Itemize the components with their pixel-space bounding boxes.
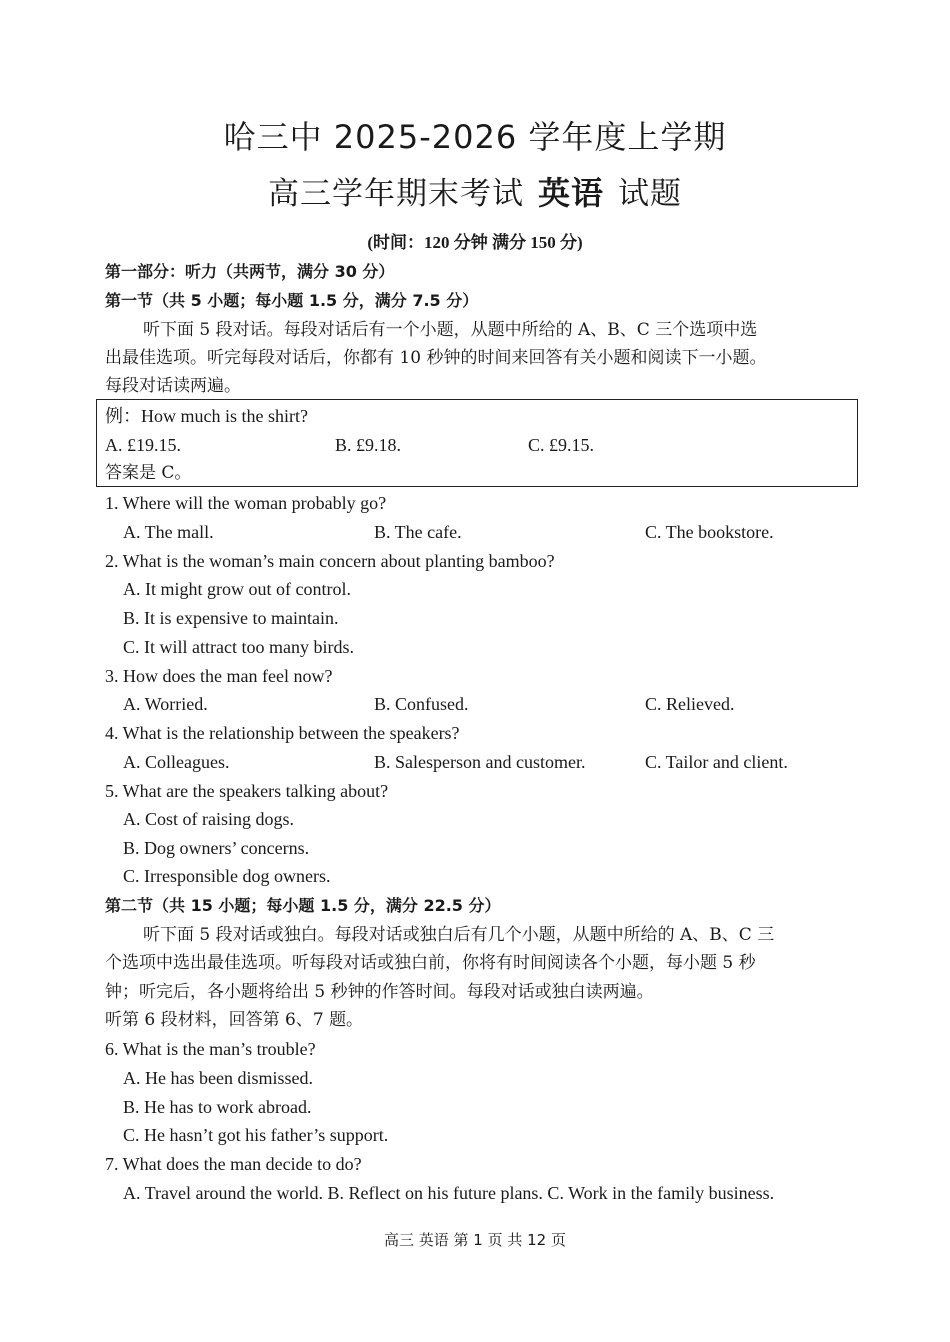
part1-heading: 第一部分：听力（共两节，满分 30 分） — [105, 262, 395, 281]
section2-instr-3: 钟；听完后，各小题将给出 5 秒钟的作答时间。每段对话或独白读两遍。 — [105, 982, 654, 1002]
example-option-a: A. £19.15. — [105, 435, 181, 455]
question-3: 3. How does the man feel now? — [105, 666, 333, 686]
section2-instr-1: 听下面 5 段对话或独白。每段对话或独白后有几个小题，从题中所给的 A、B、C 三 — [143, 925, 775, 945]
section1-heading: 第一节（共 5 小题；每小题 1.5 分，满分 7.5 分） — [105, 291, 479, 310]
section1-instr-1: 听下面 5 段对话。每段对话后有一个小题，从题中所给的 A、B、C 三个选项中选 — [143, 320, 758, 340]
q3-option-a: A. Worried. — [123, 694, 208, 714]
question-4: 4. What is the relationship between the speakers? — [105, 723, 460, 743]
question-7: 7. What does the man decide to do? — [105, 1154, 362, 1174]
q6-option-c: C. He hasn’t got his father’s support. — [123, 1125, 389, 1145]
q2-option-c: C. It will attract too many birds. — [123, 637, 354, 657]
section2-instr-2: 个选项中选出最佳选项。听每段对话或独白前，你将有时间阅读各个小题，每小题 5 秒 — [105, 953, 756, 973]
section1-instr-2: 出最佳选项。听完每段对话后，你都有 10 秒钟的时间来回答有关小题和阅读下一小题。 — [105, 348, 767, 368]
example-option-b: B. £9.18. — [335, 435, 402, 455]
q4-option-a: A. Colleagues. — [123, 752, 230, 772]
question-1: 1. Where will the woman probably go? — [105, 493, 387, 513]
question-6: 6. What is the man’s trouble? — [105, 1039, 316, 1059]
title-subject: 英语 — [537, 174, 604, 212]
q4-option-b: B. Salesperson and customer. — [374, 752, 586, 772]
q7-options: A. Travel around the world. B. Reflect on his future plans. C. Work in the family business. — [123, 1183, 775, 1203]
q3-option-c: C. Relieved. — [645, 694, 735, 714]
q4-option-c: C. Tailor and client. — [645, 752, 788, 772]
example-question: 例：How much is the shirt? — [105, 406, 308, 426]
time-info: (时间：120 分钟 满分 150 分) — [367, 233, 583, 252]
q3-option-b: B. Confused. — [374, 694, 469, 714]
question-2: 2. What is the woman’s main concern about planting bamboo? — [105, 551, 555, 571]
title-prefix: 高三学年期末考试 — [267, 176, 524, 212]
q5-option-c: C. Irresponsible dog owners. — [123, 866, 331, 886]
q2-option-a: A. It might grow out of control. — [123, 579, 351, 599]
q1-option-c: C. The bookstore. — [645, 522, 774, 542]
q5-option-a: A. Cost of raising dogs. — [123, 809, 294, 829]
material-note: 听第 6 段材料，回答第 6、7 题。 — [105, 1010, 364, 1030]
example-option-c: C. £9.15. — [528, 435, 595, 455]
page-footer: 高三 英语 第 1 页 共 12 页 — [383, 1231, 566, 1249]
q1-option-a: A. The mall. — [123, 522, 214, 542]
exam-title-line2 — [0, 168, 950, 214]
q2-option-b: B. It is expensive to maintain. — [123, 608, 339, 628]
example-answer: 答案是 C。 — [105, 463, 192, 483]
exam-title-line1: 哈三中 2025-2026 学年度上学期 — [223, 118, 727, 156]
section1-instr-3: 每段对话读两遍。 — [105, 376, 241, 396]
question-5: 5. What are the speakers talking about? — [105, 781, 389, 801]
q6-option-a: A. He has been dismissed. — [123, 1068, 313, 1088]
section2-heading: 第二节（共 15 小题；每小题 1.5 分，满分 22.5 分） — [105, 896, 501, 915]
q6-option-b: B. He has to work abroad. — [123, 1097, 312, 1117]
q1-option-b: B. The cafe. — [374, 522, 462, 542]
q5-option-b: B. Dog owners’ concerns. — [123, 838, 310, 858]
title-suffix: 试题 — [618, 176, 682, 212]
